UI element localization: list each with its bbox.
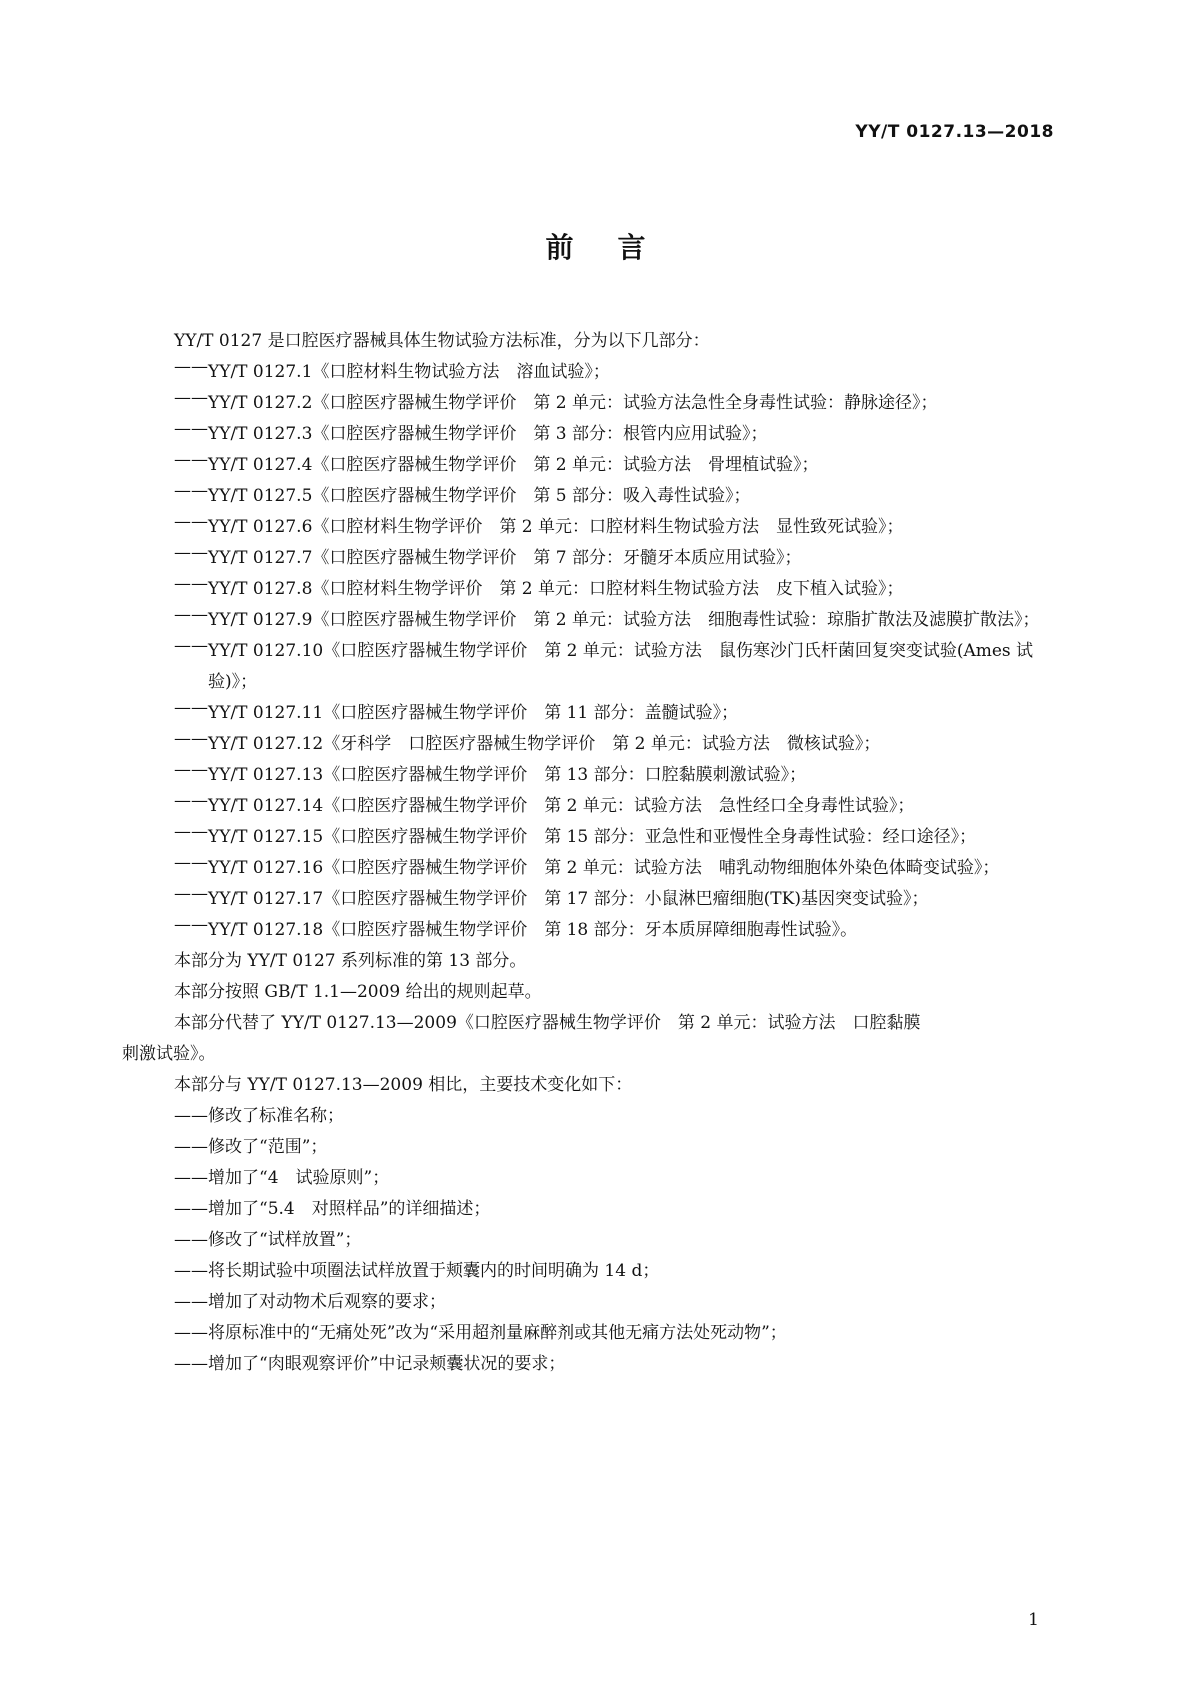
standard-code: YY/T 0127.13—2018 [855,122,1054,142]
paragraph-part-number: 本部分为 YY/T 0127 系列标准的第 13 部分。 [174,951,527,971]
list-item [122,388,1052,419]
change-item: 修改了“试样放置”； [208,1230,362,1250]
dash-bullet: —— [174,1230,208,1250]
dash-bullet: —— [174,481,208,501]
dash-bullet: —— [174,1137,208,1157]
dash-bullet: —— [174,543,208,563]
list-item [122,884,1052,915]
list-item [122,698,1052,729]
change-item: 将原标准中的“无痛处死”改为“采用超剂量麻醉剂或其他无痛方法处死动物”； [208,1323,787,1343]
part-title: YY/T 0127.17《口腔医疗器械生物学评价 第 17 部分：小鼠淋巴瘤细胞(TK)基因突变试验》； [208,889,929,909]
part-title: YY/T 0127.18《口腔医疗器械生物学评价 第 18 部分：牙本质屏障细胞毒性试验》。 [208,920,858,940]
list-item [122,1225,1052,1256]
list-item [122,1194,1052,1225]
list-item [122,1101,1052,1132]
dash-bullet: —— [174,884,208,904]
dash-bullet: —— [174,729,208,749]
list-item [122,450,1052,481]
list-item [122,822,1052,853]
dash-bullet: —— [174,1199,208,1219]
dash-bullet: —— [174,1354,208,1374]
list-item [122,512,1052,543]
part-title: YY/T 0127.2《口腔医疗器械生物学评价 第 2 单元：试验方法急性全身毒性试验：静脉途径》； [208,393,938,413]
change-item: 增加了“肉眼观察评价”中记录颊囊状况的要求； [208,1354,566,1374]
change-item: 增加了“4 试验原则”； [208,1168,390,1188]
list-item [122,636,1052,698]
list-item [122,543,1052,574]
change-item: 修改了“范围”； [208,1137,328,1157]
dash-bullet: —— [174,357,208,377]
dash-bullet: —— [174,605,208,625]
intro-paragraph: YY/T 0127 是口腔医疗器械具体生物试验方法标准，分为以下几部分： [174,331,710,351]
paragraph-replaces: 本部分代替了 YY/T 0127.13—2009《口腔医疗器械生物学评价 第 2 单元：试验方法 口腔黏膜 [174,1013,921,1033]
list-item [122,1163,1052,1194]
list-item [122,1318,1052,1349]
part-title: YY/T 0127.13《口腔医疗器械生物学评价 第 13 部分：口腔黏膜刺激试验》； [208,765,807,785]
dash-bullet: —— [174,1323,208,1343]
part-title: YY/T 0127.8《口腔材料生物学评价 第 2 单元：口腔材料生物试验方法 皮下植入试验》； [208,579,904,599]
dash-bullet: —— [174,791,208,811]
paragraph-replaces-continued: 刺激试验》。 [122,1044,216,1064]
list-item [122,357,1052,388]
parts-list [122,357,1052,946]
dash-bullet: —— [174,636,208,656]
list-item [122,760,1052,791]
part-title: YY/T 0127.7《口腔医疗器械生物学评价 第 7 部分：牙髓牙本质应用试验》； [208,548,802,568]
list-item [122,1349,1052,1380]
list-item [122,915,1052,946]
dash-bullet: —— [174,698,208,718]
part-title: YY/T 0127.16《口腔医疗器械生物学评价 第 2 单元：试验方法 哺乳动物细胞体外染色体畸变试验》； [208,858,1000,878]
part-title: YY/T 0127.4《口腔医疗器械生物学评价 第 2 单元：试验方法 骨埋植试验》； [208,455,819,475]
part-title: YY/T 0127.11《口腔医疗器械生物学评价 第 11 部分：盖髓试验》； [208,703,739,723]
dash-bullet: —— [174,760,208,780]
list-item [122,605,1052,636]
list-item [122,419,1052,450]
list-item [122,1132,1052,1163]
part-title: YY/T 0127.9《口腔医疗器械生物学评价 第 2 单元：试验方法 细胞毒性试验：琼脂扩散法及滤膜扩散法》； [208,610,1040,630]
dash-bullet: —— [174,1106,208,1126]
change-item: 增加了“5.4 对照样品”的详细描述； [208,1199,491,1219]
page-number: 1 [1028,1610,1039,1630]
list-item [122,853,1052,884]
part-title: YY/T 0127.6《口腔材料生物学评价 第 2 单元：口腔材料生物试验方法 显性致死试验》； [208,517,904,537]
list-item [122,791,1052,822]
list-item [122,574,1052,605]
dash-bullet: —— [174,853,208,873]
dash-bullet: —— [174,1292,208,1312]
part-title: YY/T 0127.3《口腔医疗器械生物学评价 第 3 部分：根管内应用试验》； [208,424,768,444]
list-item [122,1256,1052,1287]
part-title: YY/T 0127.1《口腔材料生物试验方法 溶血试验》； [208,362,610,382]
dash-bullet: —— [174,915,208,935]
list-item [122,1287,1052,1318]
part-title: YY/T 0127.14《口腔医疗器械生物学评价 第 2 单元：试验方法 急性经口全身毒性试验》； [208,796,915,816]
changes-list [122,1101,1052,1380]
dash-bullet: —— [174,512,208,532]
part-title: YY/T 0127.10《口腔医疗器械生物学评价 第 2 单元：试验方法 鼠伤寒沙门氏杆菌回复突变试验(Ames 试验)》； [208,641,1034,692]
change-item: 增加了对动物术后观察的要求； [208,1292,446,1312]
part-title: YY/T 0127.15《口腔医疗器械生物学评价 第 15 部分：亚急性和亚慢性全身毒性试验：经口途径》； [208,827,977,847]
dash-bullet: —— [174,450,208,470]
dash-bullet: —— [174,1168,208,1188]
paragraph-drafting-rules: 本部分按照 GB/T 1.1—2009 给出的规则起草。 [174,982,542,1002]
dash-bullet: —— [174,388,208,408]
change-item: 将长期试验中项圈法试样放置于颊囊内的时间明确为 14 d； [208,1261,660,1281]
page-title: 前言 [545,231,690,264]
change-item: 修改了标准名称； [208,1106,344,1126]
part-title: YY/T 0127.5《口腔医疗器械生物学评价 第 5 部分：吸入毒性试验》； [208,486,751,506]
list-item [122,729,1052,760]
dash-bullet: —— [174,419,208,439]
dash-bullet: —— [174,1261,208,1281]
dash-bullet: —— [174,822,208,842]
dash-bullet: —— [174,574,208,594]
paragraph-changes-intro: 本部分与 YY/T 0127.13—2009 相比，主要技术变化如下： [174,1075,633,1095]
list-item [122,481,1052,512]
document-body [122,326,1052,1380]
part-title: YY/T 0127.12《牙科学 口腔医疗器械生物学评价 第 2 单元：试验方法 微核试验》； [208,734,881,754]
